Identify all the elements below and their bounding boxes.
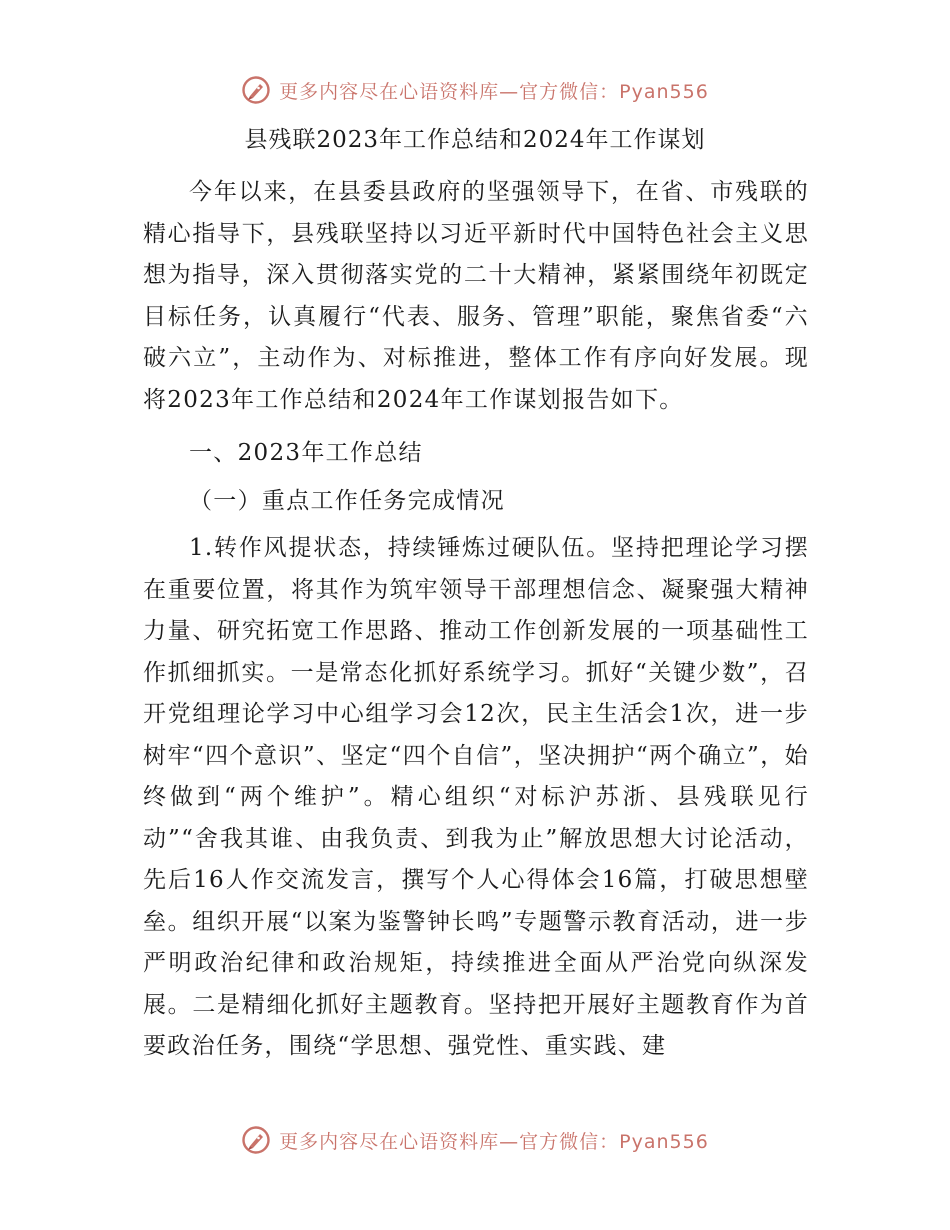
subsection-heading: （一）重点工作任务完成情况 — [189, 487, 505, 514]
watermark-header — [0, 72, 950, 108]
watermark-text: 更多内容尽在心语资料库—官方微信：Pyan556 — [279, 80, 709, 103]
watermark-text: 更多内容尽在心语资料库—官方微信：Pyan556 — [279, 1130, 709, 1153]
section-heading: 一、2023年工作总结 — [189, 440, 423, 466]
document-body — [143, 172, 809, 1068]
pen-nib-logo-icon — [241, 1125, 271, 1155]
document-title: 县残联2023年工作总结和2024年工作谋划 — [244, 127, 706, 153]
body-paragraph: 1.转作风提状态，持续锤炼过硬队伍。坚持把理论学习摆在重要位置，将其作为筑牢领导干部理想信念、凝聚强大精神力量、研究拓宽工作思路、推动工作创新发展的一项基础性工作抓细抓实。一是常态化抓好系统学习。抓好“关键少数”，召开党组理论学习中心组学习会12次，民主生活会1次，进一步树牢“四个意识”、坚定“四个自信”，坚决拥护“两个确立”，始终做到“两个维护”。精心组织“对标沪苏浙、县残联见行动”“舍我其谁、由我负责、到我为止”解放思想大讨论活动，先后16人作交流发言，撰写个人心得体会16篇，打破思想壁垒。组织开展“以案为鉴警钟长鸣”专题警示教育活动，进一步严明政治纪律和政治规矩，持续推进全面从严治党向纵深发展。二是精细化抓好主题教育。坚持把开展好主题教育作为首要政治任务，围绕“学思想、强党性、重实践、建 — [143, 535, 809, 1059]
pen-nib-logo-icon — [241, 75, 271, 105]
watermark-footer — [0, 1122, 950, 1158]
intro-paragraph: 今年以来，在县委县政府的坚强领导下，在省、市残联的精心指导下，县残联坚持以习近平新时代中国特色社会主义思想为指导，深入贯彻落实党的二十大精神，紧紧围绕年初既定目标任务，认真履行“代表、服务、管理”职能，聚焦省委“六破六立”，主动作为、对标推进，整体工作有序向好发展。现将2023年工作总结和2024年工作谋划报告如下。 — [143, 179, 809, 413]
